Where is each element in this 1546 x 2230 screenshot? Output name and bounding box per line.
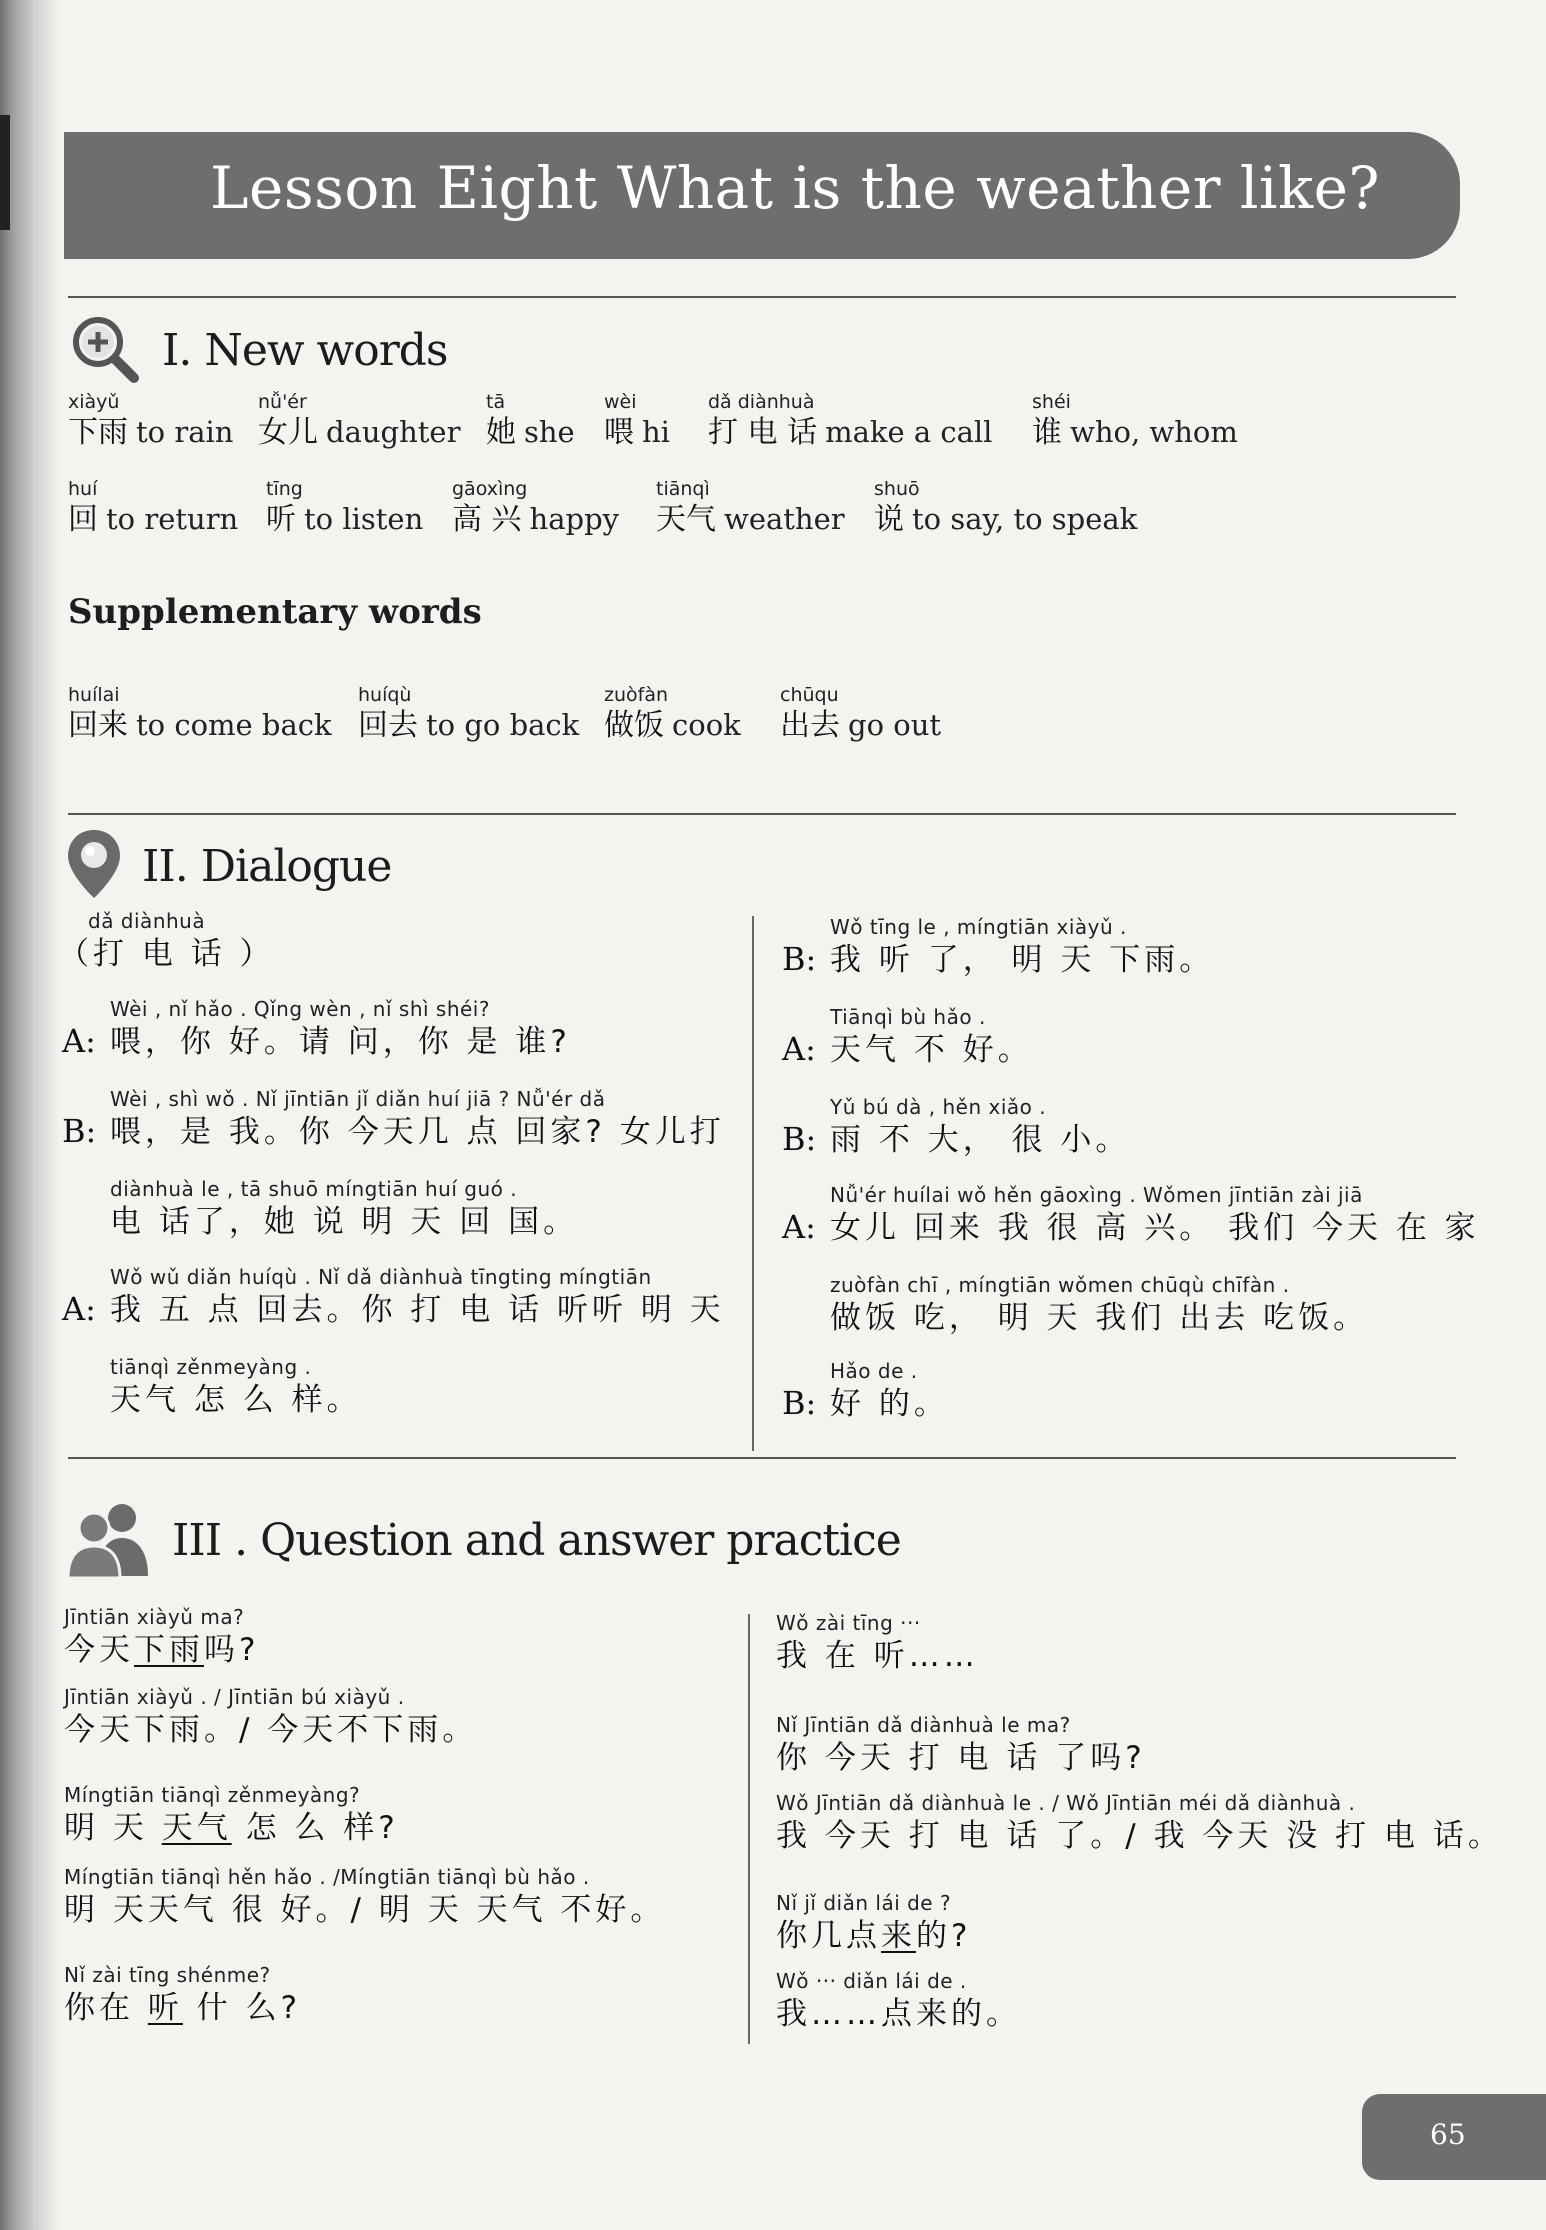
qa-line <box>64 1782 399 1848</box>
meaning: to return <box>106 502 239 536</box>
hanzi: 回 <box>68 502 98 537</box>
hanzi-line <box>776 1636 979 1676</box>
pinyin: huí <box>68 478 98 500</box>
hanzi-line: 雨 不 大， 很 小。 <box>830 1122 1131 1158</box>
pinyin: zuòfàn <box>604 684 669 706</box>
hanzi: 天气 <box>656 502 716 537</box>
hanzi-line: 好 的。 <box>830 1386 949 1422</box>
hanzi-line: 电 话了，她 说 明 天 回 国。 <box>110 1204 579 1240</box>
underlined-word: 下雨 <box>134 1632 204 1668</box>
column-divider <box>752 916 754 1451</box>
vocab-item <box>780 683 941 745</box>
hanzi: 她 <box>486 415 516 450</box>
vocab-item <box>656 477 874 539</box>
hanzi-line: （打 电 话 ） <box>58 936 275 972</box>
hanzi: 回来 <box>68 708 128 743</box>
qa-line <box>64 1684 477 1750</box>
vocab-item <box>258 390 486 452</box>
pinyin-line: tiānqì zěnmeyàng . <box>110 1355 312 1379</box>
meaning: to listen <box>304 502 424 536</box>
hanzi-line: 喂，是 我。你 今天几 点 回家? 女儿打 <box>110 1114 725 1150</box>
speaker-label: A: <box>62 1022 96 1060</box>
pinyin-line: Jīntiān xiàyǔ ma? <box>64 1605 245 1629</box>
pinyin: wèi <box>604 391 637 413</box>
hanzi-line <box>64 1710 477 1750</box>
hanzi: 高 兴 <box>452 502 522 537</box>
hanzi-line: 做饭 吃， 明 天 我们 出去 吃饭。 <box>830 1300 1369 1336</box>
qa-line <box>776 1712 1146 1778</box>
dialogue-line <box>110 1176 578 1242</box>
qa-line <box>776 1968 1021 2034</box>
meaning: to rain <box>136 415 234 449</box>
pinyin-line: Wèi , nǐ hǎo . Qǐng wèn , nǐ shì shéi? <box>110 997 490 1021</box>
meaning: make a call <box>825 415 993 449</box>
hanzi: 回去 <box>358 708 418 743</box>
pinyin: chūqu <box>780 684 839 706</box>
speaker-label: A: <box>62 1290 96 1328</box>
underlined-word: 听 <box>147 1990 183 2026</box>
meaning: cook <box>672 708 741 742</box>
hanzi-text: 我 在 听…… <box>776 1638 979 1674</box>
hanzi-line <box>64 1630 259 1670</box>
dialogue-heading-text <box>58 934 275 974</box>
pinyin-line: Míngtiān tiānqì zěnmeyàng? <box>64 1783 361 1807</box>
meaning: happy <box>529 502 620 536</box>
dialogue-line <box>110 996 571 1062</box>
hanzi-text: 今天 <box>64 1632 134 1668</box>
book-spine-shadow <box>0 0 60 2230</box>
meaning: weather <box>724 502 845 536</box>
vocab-item <box>1032 390 1238 452</box>
pinyin-line: Wǒ zài tīng ··· <box>776 1611 921 1635</box>
dialogue-line <box>110 1264 725 1330</box>
section-divider <box>68 296 1456 298</box>
pinyin-line: Yǔ bú dà , hěn xiǎo . <box>830 1095 1047 1119</box>
hanzi: 下雨 <box>68 415 128 450</box>
pinyin-line: Hǎo de . <box>830 1359 918 1383</box>
pinyin-line: Wǒ tīng le , míngtiān xiàyǔ . <box>830 915 1127 939</box>
hanzi: 出去 <box>780 708 840 743</box>
hanzi-text: 我……点来的。 <box>776 1996 1021 2032</box>
hanzi-text: 你几点 <box>776 1918 881 1954</box>
hanzi: 谁 <box>1032 415 1062 450</box>
speaker-label: A: <box>782 1208 816 1246</box>
pinyin-line: Nǐ Jīntiān dǎ diànhuà le ma? <box>776 1713 1071 1737</box>
speaker-label: B: <box>62 1112 97 1150</box>
hanzi-line <box>776 1916 971 1956</box>
vocab-item <box>266 477 452 539</box>
dialogue-line <box>830 1272 1368 1338</box>
meaning: to go back <box>426 708 580 742</box>
hanzi-line: 天气 怎 么 样。 <box>110 1382 362 1418</box>
vocab-item <box>68 683 358 745</box>
page-number: 65 <box>1430 2118 1466 2151</box>
qa-line <box>64 1962 301 2028</box>
pinyin: tīng <box>266 478 303 500</box>
hanzi-line <box>776 1994 1021 2034</box>
location-pin-icon <box>64 826 124 906</box>
underlined-word: 天气 <box>161 1810 232 1846</box>
qa-line <box>776 1890 971 1956</box>
word-row <box>68 683 941 745</box>
page-number-tab <box>1362 2094 1546 2180</box>
hanzi-line <box>776 1816 1503 1856</box>
hanzi-text: 怎 么 样? <box>231 1810 399 1846</box>
pinyin-line: zuòfàn chī , míngtiān wǒmen chūqù chīfàn . <box>830 1273 1290 1297</box>
vocab-item <box>604 390 708 452</box>
lesson-title: Lesson Eight What is the weather like? <box>210 154 1381 222</box>
speaker-label: A: <box>782 1030 816 1068</box>
speaker-label: B: <box>782 940 817 978</box>
pinyin-line: Nǐ jǐ diǎn lái de ? <box>776 1891 952 1915</box>
qa-line <box>776 1610 979 1676</box>
hanzi-line: 喂，你 好。请 问，你 是 谁? <box>110 1024 571 1060</box>
meaning: who, whom <box>1070 415 1238 449</box>
vocab-item <box>604 683 780 745</box>
pinyin-line: diànhuà le , tā shuō míngtiān huí guó . <box>110 1177 518 1201</box>
section-qa-header <box>64 1498 901 1582</box>
hanzi-text: 明 天天气 很 好。/ 明 天 天气 不好。 <box>64 1892 666 1928</box>
pinyin-line: Wǒ ··· diǎn lái de . <box>776 1969 967 1993</box>
dialogue-line <box>110 1354 362 1420</box>
dialogue-line <box>830 914 1214 980</box>
people-icon <box>64 1498 154 1582</box>
hanzi-text: 吗? <box>204 1632 260 1668</box>
pinyin: gāoxìng <box>452 478 528 500</box>
vocab-item <box>68 477 266 539</box>
magnifier-plus-icon <box>64 310 148 390</box>
hanzi: 喂 <box>604 415 634 450</box>
word-row <box>68 390 1238 452</box>
hanzi-line <box>64 1890 665 1930</box>
meaning: to say, to speak <box>912 502 1138 536</box>
dialogue-line <box>830 1094 1130 1160</box>
hanzi-line: 我 听 了， 明 天 下雨。 <box>830 942 1215 978</box>
column-divider <box>748 1614 750 2044</box>
pinyin-line: Tiānqì bù hǎo . <box>830 1005 986 1029</box>
dialogue-line <box>830 1358 949 1424</box>
underlined-word: 来 <box>881 1918 916 1954</box>
pinyin: nǚ'ér <box>258 391 307 413</box>
pinyin-line: Wǒ wǔ diǎn huíqù . Nǐ dǎ diànhuà tīngting míngtiān <box>110 1265 652 1289</box>
word-row <box>68 477 1137 539</box>
pinyin-line: Wǒ Jīntiān dǎ diànhuà le . / Wǒ Jīntiān méi dǎ diànhuà . <box>776 1791 1356 1815</box>
book-spine-edge <box>0 115 10 230</box>
vocab-item <box>708 390 1032 452</box>
hanzi-text: 我 今天 打 电 话 了。/ 我 今天 没 打 电 话。 <box>776 1818 1503 1854</box>
hanzi: 打 电 话 <box>708 415 818 450</box>
section-divider <box>68 813 1456 815</box>
vocab-item <box>452 477 656 539</box>
meaning: hi <box>642 415 670 449</box>
section-new-words-header <box>64 310 447 390</box>
pinyin: huíqù <box>358 684 412 706</box>
hanzi-text: 明 天 <box>64 1810 162 1846</box>
pinyin: shéi <box>1032 391 1071 413</box>
vocab-item <box>68 390 258 452</box>
vocab-item <box>358 683 604 745</box>
supplementary-title: Supplementary words <box>68 592 482 632</box>
pinyin-line: Nǚ'ér huílai wǒ hěn gāoxìng . Wǒmen jīntiān zài jiā <box>830 1183 1363 1207</box>
dialogue-line <box>830 1182 1480 1248</box>
meaning: she <box>524 415 575 449</box>
pinyin: dǎ diànhuà <box>708 391 815 413</box>
qa-line <box>64 1864 665 1930</box>
meaning: to come back <box>136 708 332 742</box>
hanzi-text: 的? <box>916 1918 972 1954</box>
meaning: go out <box>848 708 942 742</box>
pinyin: xiàyǔ <box>68 391 120 413</box>
pinyin-line: Nǐ zài tīng shénme? <box>64 1963 271 1987</box>
pinyin-line: dǎ diànhuà <box>88 909 206 933</box>
hanzi-line: 女儿 回来 我 很 高 兴。 我们 今天 在 家 <box>830 1210 1480 1246</box>
pinyin: shuō <box>874 478 920 500</box>
pinyin: huílai <box>68 684 120 706</box>
hanzi-line: 天气 不 好。 <box>830 1032 1033 1068</box>
speaker-label: B: <box>782 1120 817 1158</box>
section-dialogue-header <box>64 826 391 906</box>
qa-line <box>64 1604 259 1670</box>
hanzi: 说 <box>874 502 904 537</box>
lesson-title-banner <box>64 132 1460 259</box>
pinyin-line: Míngtiān tiānqì hěn hǎo . /Míngtiān tiānqì bù hǎo . <box>64 1865 590 1889</box>
section-title: III . Question and answer practice <box>172 1514 901 1566</box>
speaker-label: B: <box>782 1384 817 1422</box>
section-divider <box>68 1457 1456 1459</box>
pinyin-line: Wèi , shì wǒ . Nǐ jīntiān jǐ diǎn huí jiā ? Nǚ'ér dǎ <box>110 1087 606 1111</box>
vocab-item <box>874 477 1137 539</box>
hanzi-line: 我 五 点 回去。你 打 电 话 听听 明 天 <box>110 1292 725 1328</box>
pinyin-line: Jīntiān xiàyǔ . / Jīntiān bú xiàyǔ . <box>64 1685 405 1709</box>
pinyin: tā <box>486 391 506 413</box>
hanzi-text: 你 今天 打 电 话 了吗? <box>776 1740 1146 1776</box>
vocab-item <box>486 390 604 452</box>
hanzi-line <box>64 1808 399 1848</box>
dialogue-line <box>830 1004 1033 1070</box>
meaning: daughter <box>326 415 461 449</box>
pinyin: tiānqì <box>656 478 710 500</box>
section-title: I. New words <box>162 324 448 376</box>
qa-line <box>776 1790 1503 1856</box>
dialogue-heading <box>88 908 205 934</box>
hanzi-text: 什 么? <box>182 1990 302 2026</box>
hanzi-line <box>64 1988 301 2028</box>
hanzi-text: 今天下雨。/ 今天不下雨。 <box>64 1712 478 1748</box>
hanzi: 做饭 <box>604 708 664 743</box>
hanzi: 女儿 <box>258 415 318 450</box>
section-title: II. Dialogue <box>142 840 392 892</box>
hanzi: 听 <box>266 502 296 537</box>
dialogue-line <box>110 1086 725 1152</box>
hanzi-line <box>776 1738 1146 1778</box>
hanzi-text: 你在 <box>64 1990 148 2026</box>
